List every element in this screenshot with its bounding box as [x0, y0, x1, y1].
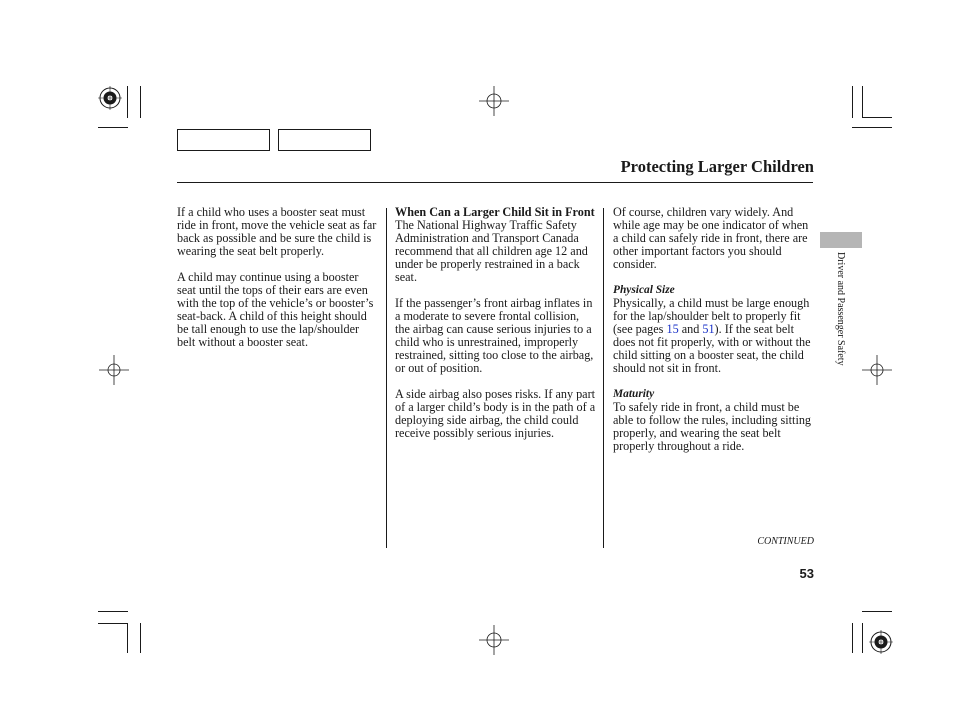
section-tab	[820, 232, 862, 248]
page-title: Protecting Larger Children	[620, 157, 814, 176]
section-heading: When Can a Larger Child Sit in Front	[395, 205, 595, 219]
paragraph-text: Physically, a child must be large enough for the lap/shoulder belt to properly fit (see pages	[613, 296, 810, 336]
column-divider	[603, 208, 604, 548]
page-number: 53	[799, 566, 814, 581]
subheading: Physical Size	[613, 284, 675, 296]
crosshair-icon	[99, 355, 129, 385]
paragraph: The National Highway Traffic Safety Administration and Transport Canada recommend that all children age 12 and under be properly restrained in a back seat.	[395, 218, 588, 284]
registration-target-icon	[869, 630, 893, 654]
crosshair-icon	[479, 86, 509, 116]
paragraph-text: ). If the seat belt does not fit properly, with or without the child sitting on a booster seat, the child should not sit in front.	[613, 322, 811, 375]
continued-label: CONTINUED	[757, 536, 814, 547]
text-column-1	[177, 206, 378, 362]
paragraph-text: and	[678, 322, 703, 336]
paragraph: Of course, children vary widely. And while age may be one indicator of when a child can safely ride in front, there are other important factors you should consider.	[613, 205, 809, 271]
column-divider	[386, 208, 387, 548]
paragraph: A child may continue using a booster seat until the tops of their ears are even with the top of the vehicle’s or booster’s seat-back. A child of this height should be tall enough to use the lap/shoulder belt without a booster seat.	[177, 270, 374, 349]
paragraph: If a child who uses a booster seat must ride in front, move the vehicle seat as far back as possible and be sure the child is wearing the seat belt properly.	[177, 205, 377, 258]
header-tab-box	[278, 129, 371, 151]
page-link-15[interactable]: 15	[666, 322, 679, 336]
text-column-2	[395, 206, 597, 453]
text-column-3	[613, 206, 815, 466]
title-divider	[177, 182, 813, 183]
paragraph: To safely ride in front, a child must be able to follow the rules, including sitting properly, and wearing the seat belt properly throughout a ride.	[613, 400, 812, 453]
section-label: Driver and Passenger Safety	[835, 252, 846, 366]
crosshair-icon	[862, 355, 892, 385]
crosshair-icon	[479, 625, 509, 655]
subheading: Maturity	[613, 388, 655, 400]
registration-target-icon	[98, 86, 122, 110]
paragraph: A side airbag also poses risks. If any part of a larger child’s body is in the path of a deploying side airbag, the child could receive possibly serious injuries.	[395, 387, 596, 440]
paragraph: If the passenger’s front airbag inflates in a moderate to severe frontal collision, the airbag can cause serious injuries to a child who is unrestrained, improperly restrained, sitting too close to the airbag, or out of position.	[395, 296, 594, 375]
header-tab-box	[177, 129, 270, 151]
page-link-51[interactable]: 51	[702, 322, 715, 336]
paragraph	[613, 297, 815, 375]
